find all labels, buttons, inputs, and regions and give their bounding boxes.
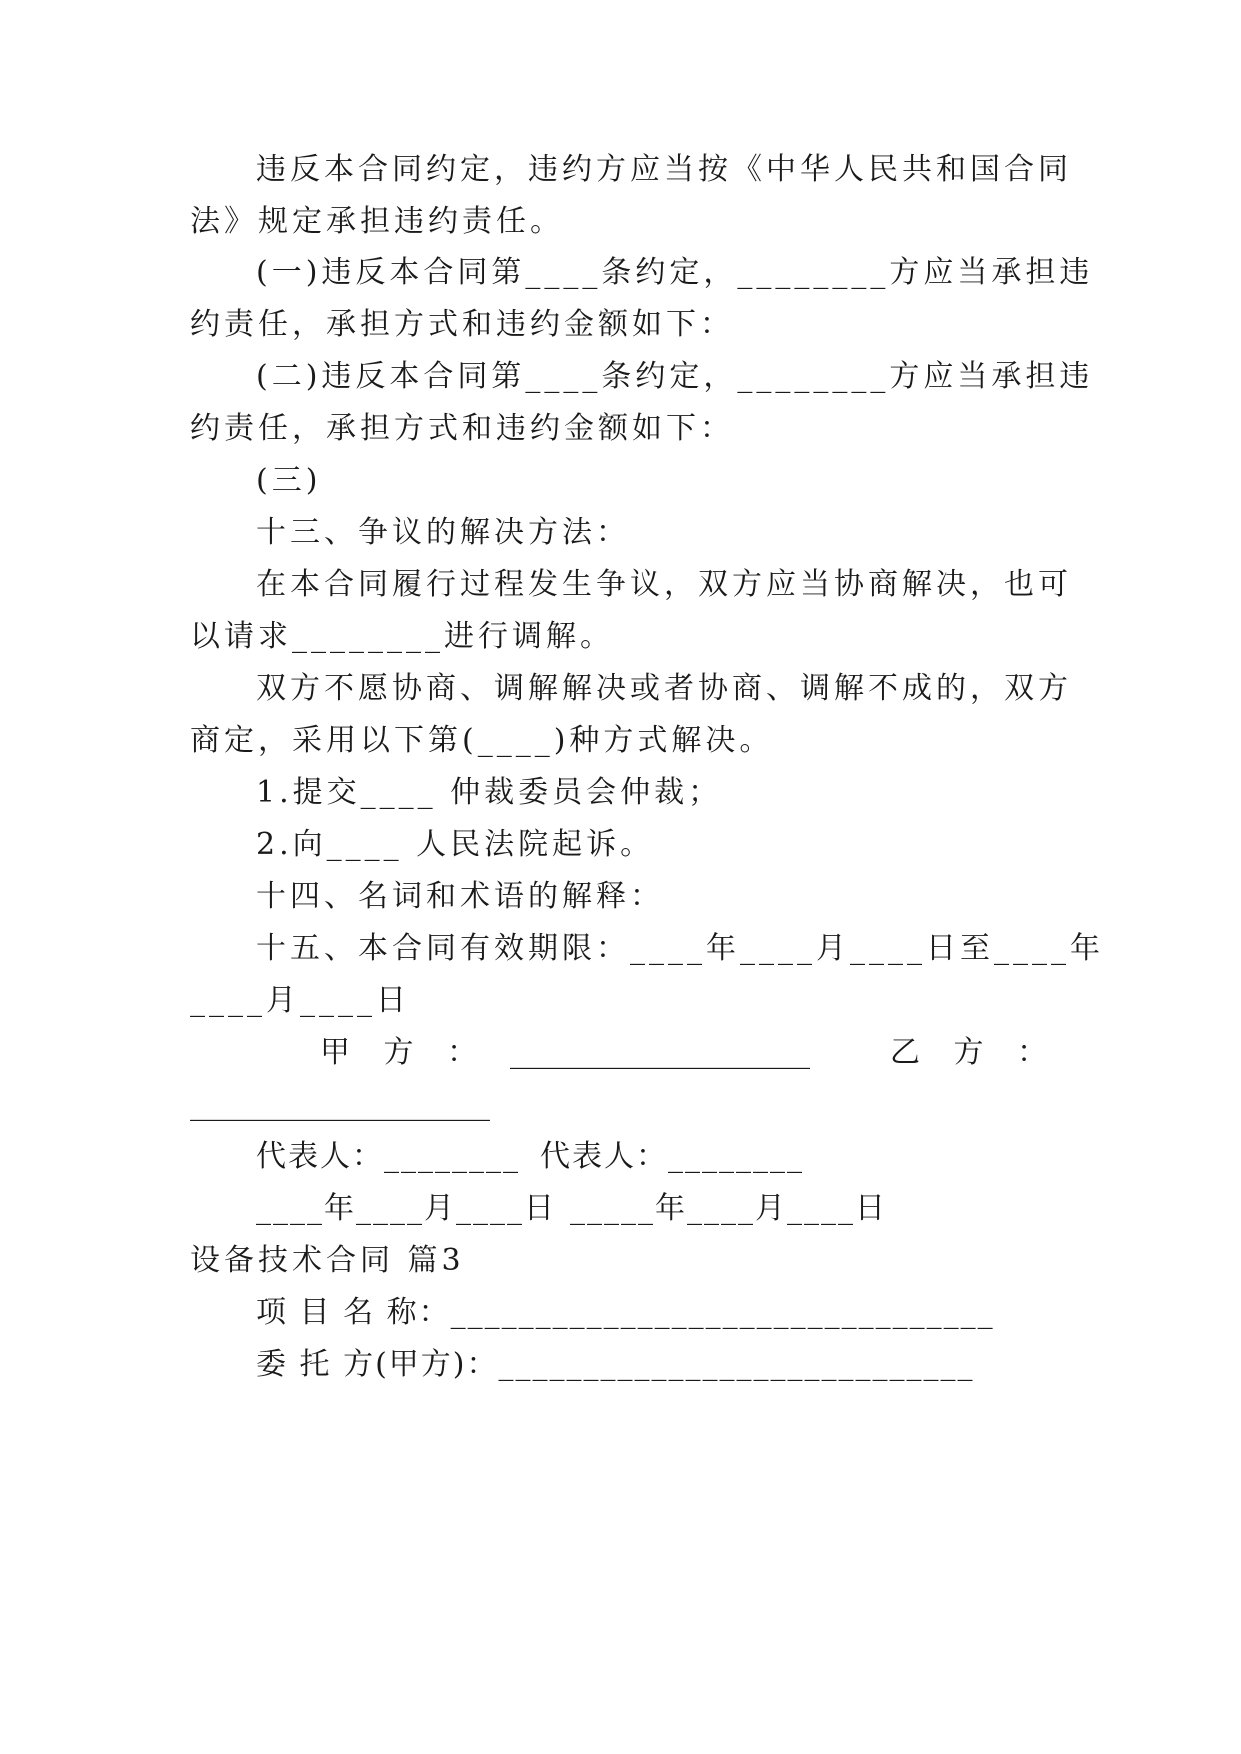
paragraph-line: ____月____日 [190,983,410,1018]
paragraph-line: 十五、本合同有效期限：____年____月____日至____年 [256,931,1104,966]
representative-a: 代表人：________ [256,1139,520,1174]
paragraph-line: 在本合同履行过程发生争议，双方应当协商解决，也可 [256,567,1072,602]
representative-b: 代表人：________ [540,1139,804,1174]
representative-row [190,1137,1050,1177]
paragraph-line: 违反本合同约定，违约方应当按《中华人民共和国合同 [256,152,1072,187]
paragraph-line: 法》规定承担违约责任。 [190,204,564,239]
paragraph-line: (三) [256,463,322,498]
section-title: 设备技术合同 篇3 [190,1243,465,1278]
paragraph-line: 约责任，承担方式和违约金额如下： [190,307,734,342]
client-line: 委 托 方(甲方)：____________________________ [256,1347,975,1382]
list-item: 2.向____ 人民法院起诉。 [256,827,655,862]
paragraph-line: 约责任，承担方式和违约金额如下： [190,411,734,446]
paragraph-line: 商定，采用以下第(____)种方式解决。 [190,723,774,758]
party-b-label: 乙 方 ： [890,1035,1060,1070]
section-heading: 十三、争议的解决方法： [256,515,630,550]
party-a-label: 甲 方 ： [320,1035,490,1070]
date-a: ____年____月____日 [256,1191,556,1226]
signature-parties-row [190,1033,1060,1073]
party-b-blank-row [190,1085,1050,1125]
party-a-blank: ____________________ [510,1035,810,1070]
paragraph-line: 以请求________进行调解。 [190,619,614,654]
signature-date-row [190,1189,1050,1229]
project-name-line: 项 目 名 称：________________________________ [256,1295,995,1330]
party-b-blank: ____________________ [190,1087,490,1122]
paragraph-line: (二)违反本合同第____条约定，________方应当承担违 [256,359,1094,394]
section-heading: 十四、名词和术语的解释： [256,879,664,914]
paragraph-line: (一)违反本合同第____条约定，________方应当承担违 [256,255,1094,290]
date-b: _____年____月____日 [570,1191,887,1226]
paragraph-line: 双方不愿协商、调解解决或者协商、调解不成的，双方 [256,671,1072,706]
list-item: 1.提交____ 仲裁委员会仲裁； [256,775,723,810]
